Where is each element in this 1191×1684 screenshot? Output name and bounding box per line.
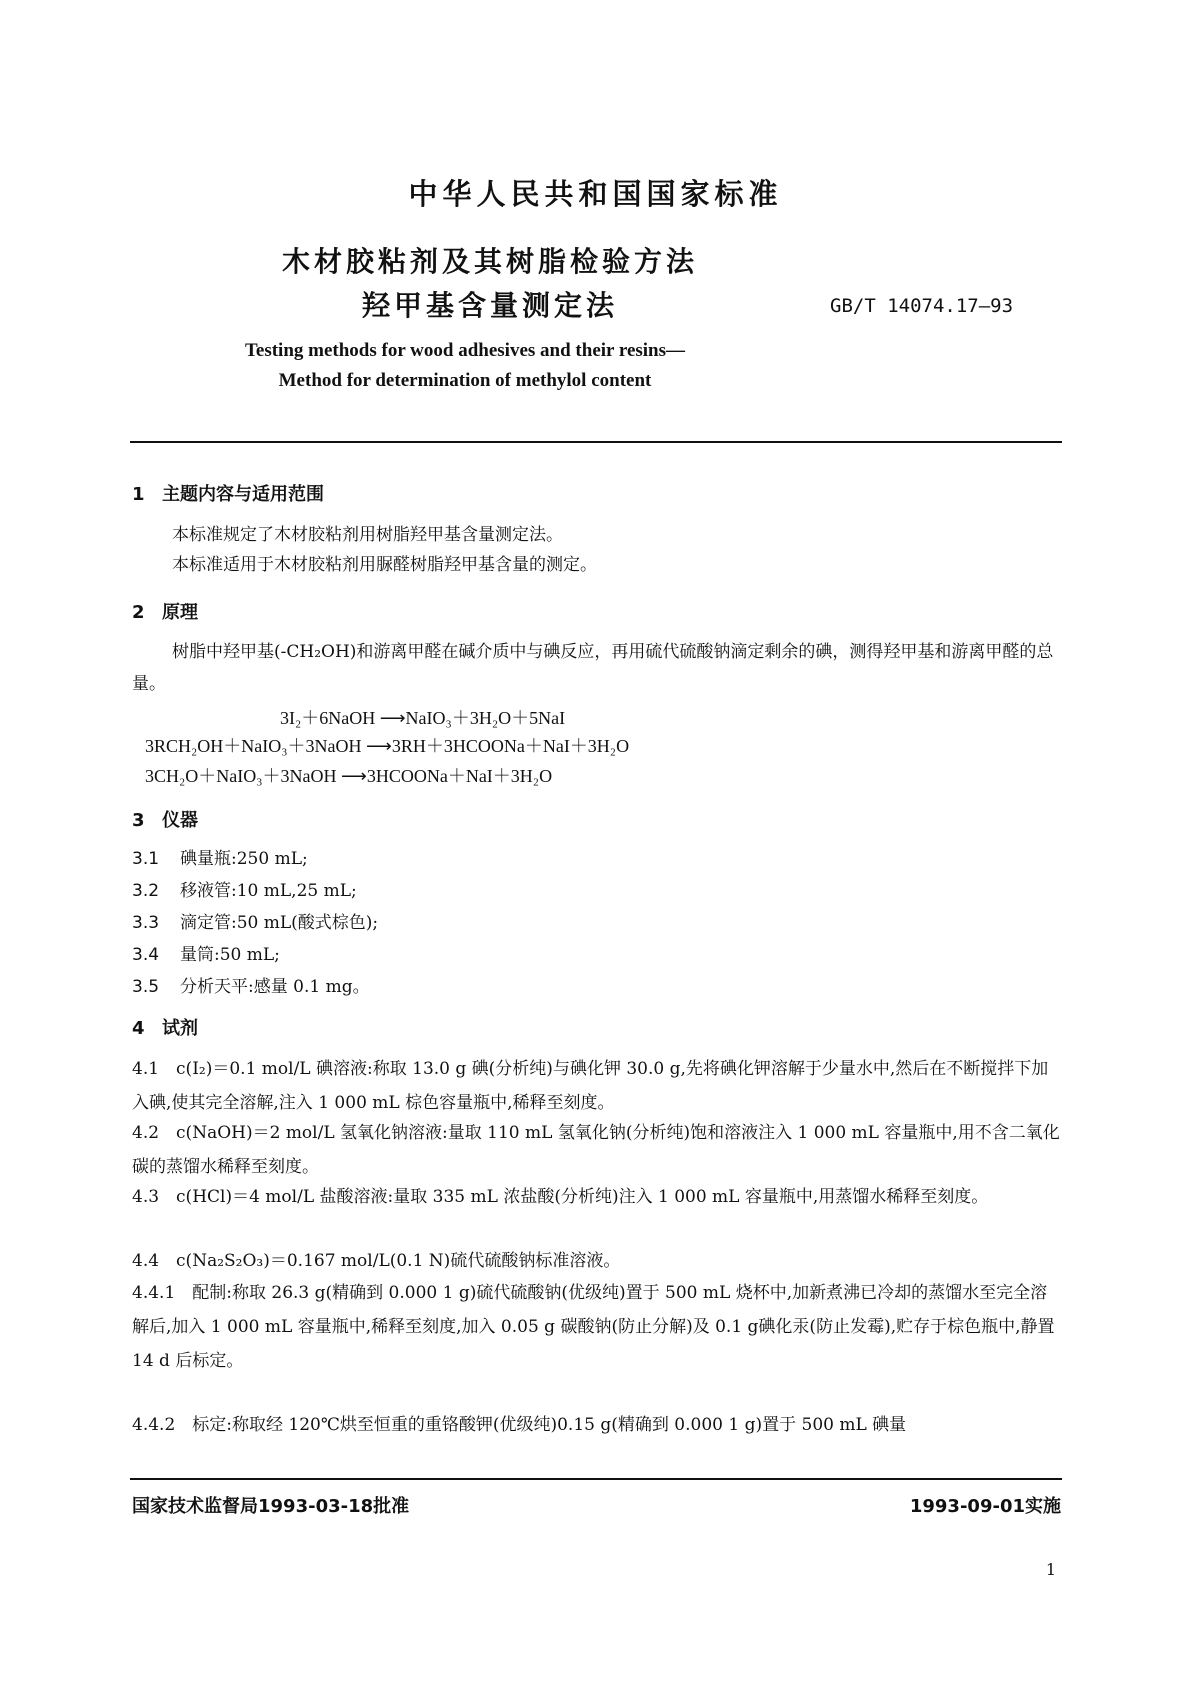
equation-2: 3RCH₂OH＋NaIO₃＋3NaOH ⟶3RH＋3HCOONa＋NaI＋3H₂O — [145, 736, 630, 756]
footer-divider — [130, 1478, 1062, 1480]
approval-date: 国家技术监督局1993-03-18批准 — [132, 1496, 410, 1517]
paragraph: 本标准规定了木材胶粘剂用树脂羟甲基含量测定法。 — [172, 525, 563, 545]
section-title: 试剂 — [162, 1018, 198, 1039]
section-1-heading — [132, 480, 324, 506]
section-2-heading — [132, 598, 198, 624]
equation-3: 3CH₂O＋NaIO₃＋3NaOH ⟶3HCOONa＋NaI＋3H₂O — [145, 766, 553, 786]
section-number: 4 — [132, 1018, 145, 1039]
section-title: 仪器 — [162, 810, 198, 831]
section-number: 1 — [132, 484, 145, 505]
paragraph: 树脂中羟甲基(-CH₂OH)和游离甲醛在碱介质中与碘反应，再用硫代硫酸钠滴定剩余的碘，测得羟甲基和游离甲醛的总量。 — [132, 642, 1054, 694]
paragraph-4-4-2: 4.4.2 标定:称取经 120℃烘至恒重的重铬酸钾(优级纯)0.15 g(精确到 0.000 1 g)置于 500 mL 碘量 — [132, 1415, 907, 1435]
section-3-heading — [132, 806, 198, 832]
list-item: 3.5 分析天平:感量 0.1 mg。 — [132, 977, 370, 997]
section-title: 原理 — [162, 602, 198, 623]
document-title-line2: 羟甲基含量测定法 — [361, 289, 618, 322]
paragraph-4-4-1: 4.4.1 配制:称取 26.3 g(精确到 0.000 1 g)硫代硫酸钠(优级纯)置于 500 mL 烧杯中,加新煮沸已冷却的蒸馏水至完全溶解后,加入 1 000 mL 容量瓶中,稀释至刻度,加入 0.05 g 碳酸钠(防止分解)及 0.1 g碘化汞(防止发霉),贮存于棕色瓶中,静置 14 d 后标定。 — [132, 1283, 1055, 1371]
paragraph-4-2: 4.2 c(NaOH)＝2 mol/L 氢氧化钠溶液:量取 110 mL 氢氧化钠(分析纯)饱和溶液注入 1 000 mL 容量瓶中,用不含二氧化碳的蒸馏水稀释至刻度。 — [132, 1123, 1060, 1177]
header-divider — [130, 441, 1062, 443]
paragraph-4-4: 4.4 c(Na₂S₂O₃)＝0.167 mol/L(0.1 N)硫代硫酸钠标准溶液。 — [132, 1251, 621, 1271]
standard-number: GB/T 14074.17—93 — [830, 295, 1014, 317]
section-4-heading — [132, 1014, 198, 1040]
equation-1: 3I₂＋6NaOH ⟶NaIO₃＋3H₂O＋5NaI — [280, 708, 566, 728]
national-standard-heading: 中华人民共和国国家标准 — [408, 177, 783, 211]
section-number: 3 — [132, 810, 145, 831]
implementation-date: 1993-09-01实施 — [909, 1496, 1061, 1517]
english-title-line2: Method for determination of methylol content — [278, 370, 652, 391]
section-title: 主题内容与适用范围 — [162, 484, 324, 505]
list-item: 3.2 移液管:10 mL,25 mL; — [132, 881, 357, 901]
paragraph-4-3: 4.3 c(HCl)＝4 mol/L 盐酸溶液:量取 335 mL 浓盐酸(分析纯)注入 1 000 mL 容量瓶中,用蒸馏水稀释至刻度。 — [132, 1187, 989, 1207]
paragraph: 本标准适用于木材胶粘剂用脲醛树脂羟甲基含量的测定。 — [172, 555, 597, 575]
english-title-line1: Testing methods for wood adhesives and their resins— — [244, 340, 686, 361]
paragraph-4-1: 4.1 c(I₂)＝0.1 mol/L 碘溶液:称取 13.0 g 碘(分析纯)与碘化钾 30.0 g,先将碘化钾溶解于少量水中,然后在不断搅拌下加入碘,使其完全溶解,注入 1 000 mL 棕色容量瓶中,稀释至刻度。 — [132, 1059, 1049, 1113]
list-item: 3.4 量筒:50 mL; — [132, 945, 280, 965]
list-item: 3.3 滴定管:50 mL(酸式棕色); — [132, 913, 379, 933]
page-number: 1 — [1045, 1560, 1056, 1579]
list-item: 3.1 碘量瓶:250 mL; — [132, 849, 308, 869]
document-title-line1: 木材胶粘剂及其树脂检验方法 — [281, 245, 698, 278]
section-number: 2 — [132, 602, 145, 623]
